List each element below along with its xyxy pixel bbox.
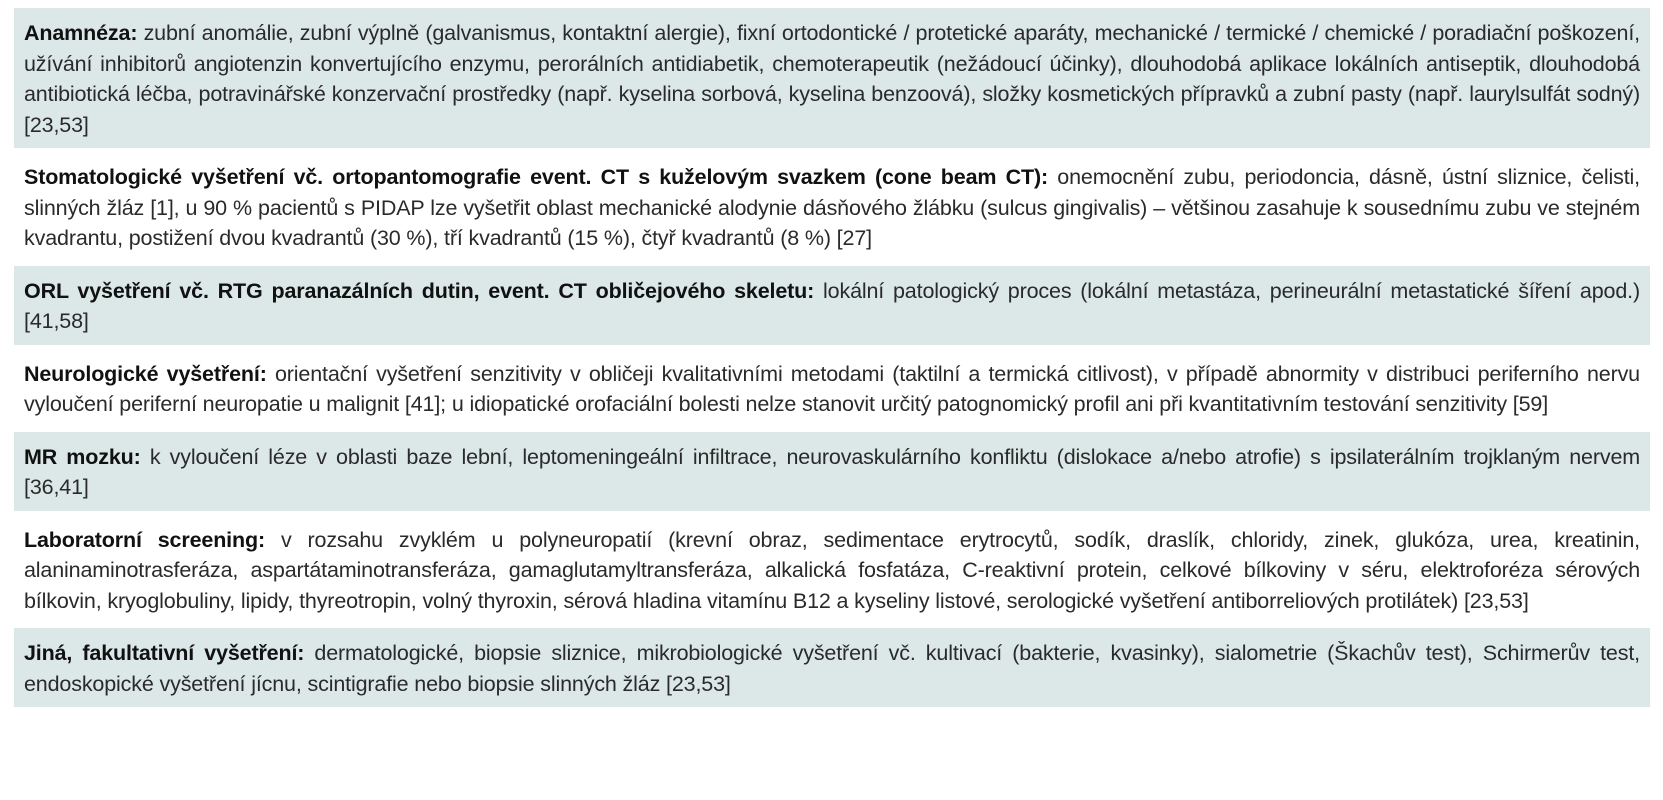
row-label: MR mozku: bbox=[24, 444, 141, 469]
row-text: k vyloučení léze v oblasti baze lební, leptomeningeální infiltrace, neurovaskulárního konfliktu (dislokace a/nebo atrofie) s ipsilaterálním trojklaným nervem [36,41] bbox=[24, 444, 1641, 499]
row-label: Neurologické vyšetření: bbox=[24, 361, 267, 386]
row-text: orientační vyšetření senzitivity v obličeji kvalitativními metodami (taktilní a termická citlivost), v případě abnormity v distribuci periferního nervu vyloučení periferní neuropatie u malignit [41]; u idiopatické orofaciální bolesti nelze stanovit určitý patognomický profil ani při kvantitativním testování senzitivity [59] bbox=[24, 361, 1640, 416]
table-row-anamneza bbox=[14, 8, 1650, 148]
row-text: v rozsahu zvyklém u polyneuropatií (krevní obraz, sedimentace erytrocytů, sodík, draslík, chloridy, zinek, glukóza, urea, kreatinin, alaninaminotrasferáza, aspartátaminotransferáza, gamaglutamyltransferáza, alkalická fosfatáza, C-reaktivní protein, celkové bílkoviny v séru, elektroforéza sérových bílkovin, kryoglobuliny, lipidy, thyreotropin, volný thyroxin, sérová hladina vitamínu B12 a kyseliny listové, serologické vyšetření antiborreliových protilátek) [23,53] bbox=[24, 527, 1640, 613]
table-row-jina bbox=[14, 628, 1650, 707]
table-row-stomatologicke bbox=[14, 152, 1650, 262]
row-label: Jiná, fakultativní vyšetření: bbox=[24, 641, 305, 665]
examination-table bbox=[14, 8, 1650, 707]
row-text: onemocnění zubu, periodoncia, dásně, ústní sliznice, čelisti, slinných žláz [1], u 90 % pacientů s PIDAP lze vyšetřit oblast mechanické alodynie dásňového žlábku (sulcus gingivalis) – většinou zasahuje k sousednímu zubu ve stejném kvadrantu, postižení dvou kvadrantů (30 %), tří kvadrantů (15 %), čtyř kvadrantů (8 %) [27] bbox=[24, 165, 1640, 250]
row-text: lokální patologický proces (lokální metastáza, perineurální metastatické šíření apod.) [41,58] bbox=[24, 278, 1640, 333]
row-label: Laboratorní screening: bbox=[24, 527, 265, 552]
row-text: dermatologické, biopsie sliznice, mikrobiologické vyšetření vč. kultivací (bakterie, kvasinky), sialometrie (Škachův test), Schirmerův test, endoskopické vyšetření jícnu, scintigrafie nebo biopsie slinných žláz [23,53] bbox=[24, 641, 1640, 696]
table-row-neurologicke bbox=[14, 349, 1650, 428]
row-text: zubní anomálie, zubní výplně (galvanismus, kontaktní alergie), fixní ortodontické / protetické aparáty, mechanické / termické / chemické / poradiační poškození, užívání inhibitorů angiotenzin konvertujícího enzymu, perorálních antidiabetik, chemoterapeutik (nežádoucí účinky), dlouhodobá aplikace lokálních antiseptik, dlouhodobá antibiotická léčba, potravinářské konzervační prostředky (např. kyselina sorbová, kyselina benzoová), složky kosmetických přípravků a zubní pasty (např. laurylsulfát sodný) [23,53] bbox=[24, 21, 1640, 137]
table-row-laboratorni bbox=[14, 515, 1650, 625]
row-label: ORL vyšetření vč. RTG paranazálních dutin, event. CT obličejového skeletu: bbox=[24, 278, 815, 303]
row-label: Anamnéza: bbox=[24, 21, 138, 45]
table-row-orl bbox=[14, 266, 1650, 345]
table-row-mr-mozku bbox=[14, 432, 1650, 511]
row-label: Stomatologické vyšetření vč. ortopantomografie event. CT s kuželovým svazkem (cone beam CT): bbox=[24, 165, 1049, 189]
